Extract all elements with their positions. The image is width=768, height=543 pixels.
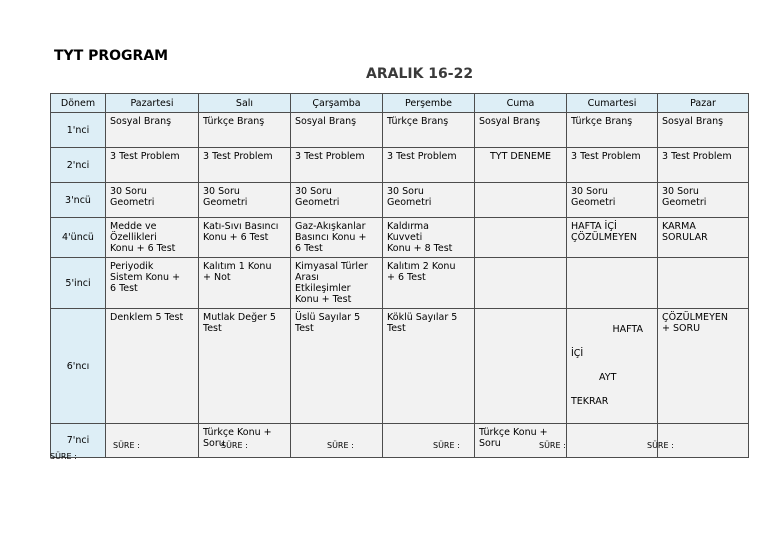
period-cell: 6'ncı (51, 309, 106, 424)
saturday-ici-text: İÇİ (571, 348, 584, 359)
table-cell: Kalıtım 1 Konu + Not (199, 258, 291, 309)
table-cell: KARMA SORULAR (658, 218, 749, 258)
header-monday: Pazartesi (106, 94, 199, 113)
table-cell: Türkçe Branş (567, 113, 658, 148)
header-friday: Cuma (475, 94, 567, 113)
document-title: TYT PROGRAM (54, 48, 169, 64)
saturday-ayt-text: AYT (599, 372, 617, 383)
table-cell: Sosyal Branş (475, 113, 567, 148)
table-cell: HAFTA İÇİ ÇÖZÜLMEYEN (567, 218, 658, 258)
table-cell: 30 Soru Geometri (106, 183, 199, 218)
table-row (51, 183, 749, 218)
table-row (51, 258, 749, 309)
duration-label: SÜRE : (327, 441, 354, 450)
table-cell: Türkçe Branş (199, 113, 291, 148)
saturday-hafta-text: HAFTA (612, 324, 643, 335)
table-cell (658, 258, 749, 309)
header-wednesday: Çarşamba (291, 94, 383, 113)
table-cell (567, 309, 658, 424)
table-cell (475, 183, 567, 218)
table-cell: Periyodik Sistem Konu + 6 Test (106, 258, 199, 309)
saturday-tekrar-text: TEKRAR (571, 396, 609, 407)
duration-label: SÜRE : (539, 441, 566, 450)
header-period: Dönem (51, 94, 106, 113)
header-saturday: Cumartesi (567, 94, 658, 113)
table-cell: 3 Test Problem (567, 148, 658, 183)
table-cell: Kalıtım 2 Konu + 6 Test (383, 258, 475, 309)
table-row (51, 218, 749, 258)
period-cell: 7'nci (51, 424, 106, 458)
document-subtitle: ARALIK 16-22 (366, 66, 474, 82)
table-cell: Mutlak Değer 5 Test (199, 309, 291, 424)
table-cell (475, 258, 567, 309)
table-cell: 3 Test Problem (199, 148, 291, 183)
table-cell: Türkçe Branş (383, 113, 475, 148)
duration-label: SÜRE : (113, 441, 140, 450)
table-cell: Kaldırma Kuvveti Konu + 8 Test (383, 218, 475, 258)
duration-label: SÜRE : (647, 441, 674, 450)
header-tuesday: Salı (199, 94, 291, 113)
duration-label: SÜRE : (50, 452, 77, 461)
duration-label: SÜRE : (433, 441, 460, 450)
table-cell: 30 Soru Geometri (658, 183, 749, 218)
header-sunday: Pazar (658, 94, 749, 113)
header-row (51, 94, 749, 113)
table-cell: Katı-Sıvı Basıncı Konu + 6 Test (199, 218, 291, 258)
table-cell (475, 309, 567, 424)
table-cell: 30 Soru Geometri (291, 183, 383, 218)
table-cell: TYT DENEME (475, 148, 567, 183)
table-cell: Medde ve Özellikleri Konu + 6 Test (106, 218, 199, 258)
table-cell (475, 218, 567, 258)
period-cell: 3'ncü (51, 183, 106, 218)
header-thursday: Perşembe (383, 94, 475, 113)
period-cell: 1'nci (51, 113, 106, 148)
table-cell: 3 Test Problem (658, 148, 749, 183)
period-cell: 4'üncü (51, 218, 106, 258)
table-cell: ÇÖZÜLMEYEN + SORU (658, 309, 749, 424)
table-row (51, 148, 749, 183)
duration-labels-row (0, 441, 768, 453)
table-cell: Türkçe Konu + Soru (475, 424, 567, 458)
table-row (51, 113, 749, 148)
period-cell: 5'inci (51, 258, 106, 309)
table-cell: Köklü Sayılar 5 Test (383, 309, 475, 424)
table-cell: 3 Test Problem (291, 148, 383, 183)
table-cell: 30 Soru Geometri (567, 183, 658, 218)
schedule-table (50, 93, 749, 458)
table-cell: Denklem 5 Test (106, 309, 199, 424)
table-cell: Sosyal Branş (658, 113, 749, 148)
table-cell: 30 Soru Geometri (199, 183, 291, 218)
table-cell: Türkçe Konu + Soru (199, 424, 291, 458)
table-cell: 3 Test Problem (383, 148, 475, 183)
table-cell: Kimyasal Türler Arası Etkileşimler Konu + Test (291, 258, 383, 309)
table-cell: 3 Test Problem (106, 148, 199, 183)
table-cell (567, 258, 658, 309)
duration-label: SÜRE : (221, 441, 248, 450)
table-cell: Üslü Sayılar 5 Test (291, 309, 383, 424)
table-cell: Gaz-Akışkanlar Basıncı Konu + 6 Test (291, 218, 383, 258)
table-cell: Sosyal Branş (106, 113, 199, 148)
table-cell: 30 Soru Geometri (383, 183, 475, 218)
table-cell: Sosyal Branş (291, 113, 383, 148)
table-row (51, 309, 749, 424)
period-cell: 2'nci (51, 148, 106, 183)
